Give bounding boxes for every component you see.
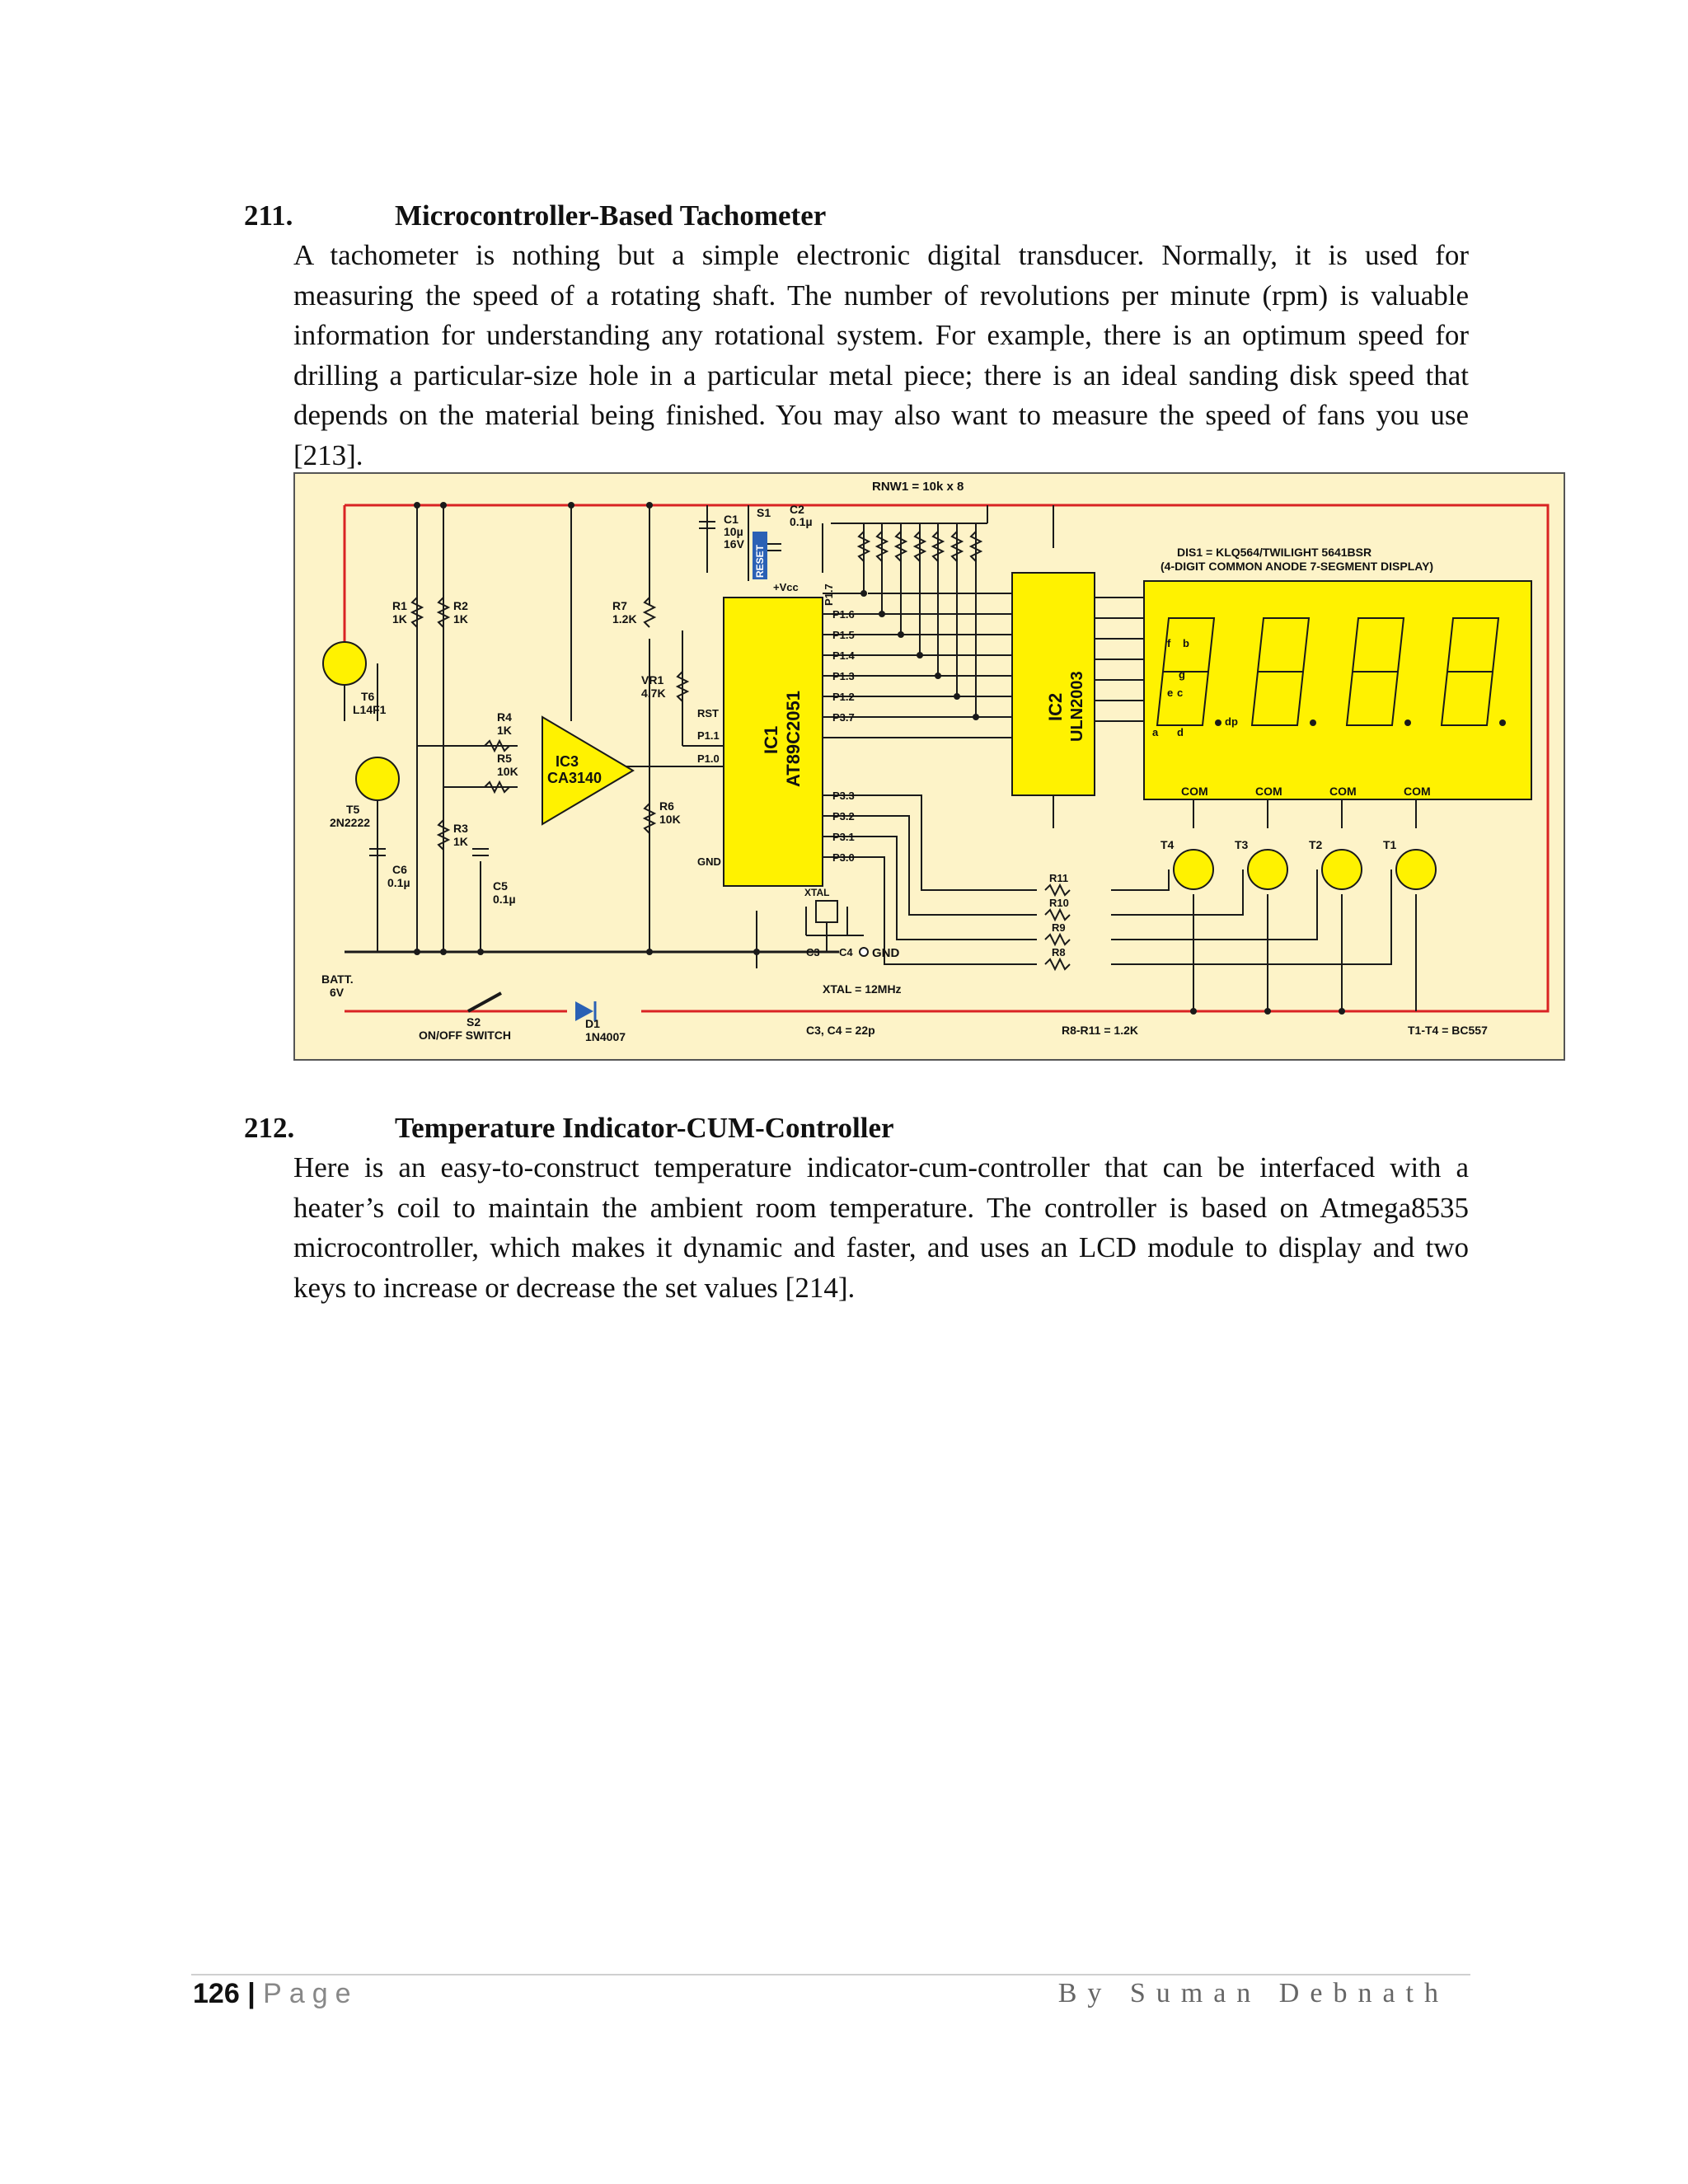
ic1-pin-label: P3.7 xyxy=(832,711,855,724)
ic1-pin-label: P3.3 xyxy=(832,790,855,802)
c1-value-1: 10µ xyxy=(724,525,743,538)
ic1-pin-label: P1.4 xyxy=(832,649,855,662)
r7-label: R7 xyxy=(612,599,627,612)
r6-label: R6 xyxy=(659,799,674,813)
t6-phototransistor xyxy=(323,642,366,685)
t3-label: T3 xyxy=(1235,838,1249,851)
page-word: Page xyxy=(263,1978,359,2009)
vr1-label: VR1 xyxy=(641,673,664,687)
section-title: Temperature Indicator-CUM-Controller xyxy=(395,1112,894,1144)
section-paragraph-211 xyxy=(293,236,1469,476)
seg-letter: f xyxy=(1167,637,1171,649)
com-label: COM xyxy=(1181,785,1208,798)
section-heading-211 xyxy=(244,198,826,234)
t6-part: L14F1 xyxy=(353,703,387,716)
c1-value-2: 16V xyxy=(724,537,744,551)
ic3-name: IC3 xyxy=(556,753,579,770)
section-title: Microcontroller-Based Tachometer xyxy=(395,199,827,232)
r8-r11-note: R8-R11 = 1.2K xyxy=(1062,1024,1138,1037)
dis1-desc: (4-DIGIT COMMON ANODE 7-SEGMENT DISPLAY) xyxy=(1160,560,1434,573)
t4-label: T4 xyxy=(1160,838,1175,851)
ic1-pin-label: P3.2 xyxy=(832,810,855,823)
paragraph-line: heater’s coil to maintain the ambient room temperature. The controller is based on Atmega8535 xyxy=(293,1191,1469,1224)
c3-c4-note: C3, C4 = 22p xyxy=(806,1024,875,1037)
d1-part: 1N4007 xyxy=(585,1030,626,1043)
crystal xyxy=(816,901,837,922)
ic1-pin-label: P1.3 xyxy=(832,670,855,682)
t6-label: T6 xyxy=(361,690,375,703)
page-separator: | xyxy=(247,1978,256,2009)
c5-value: 0.1µ xyxy=(493,893,516,906)
paragraph-line: [213]. xyxy=(293,438,363,471)
r2-label: R2 xyxy=(453,599,468,612)
c5-label: C5 xyxy=(493,879,508,893)
ic3-part: CA3140 xyxy=(547,770,603,786)
ic1-part: AT89C2051 xyxy=(783,691,804,787)
r2-value: 1K xyxy=(453,612,468,626)
r3-label: R3 xyxy=(453,822,468,835)
section-paragraph-212 xyxy=(293,1148,1469,1308)
vcc-label: +Vcc xyxy=(773,581,799,593)
t1-label: T1 xyxy=(1383,838,1397,851)
com-label: COM xyxy=(1255,785,1282,798)
ic2-name: IC2 xyxy=(1045,692,1066,721)
paragraph-line: measuring the speed of a rotating shaft. The number of revolutions per minute (rpm) is valuable xyxy=(293,279,1469,312)
gnd-terminal xyxy=(860,948,868,956)
r11-label: R11 xyxy=(1049,872,1069,884)
pnp-transistors xyxy=(1174,850,1436,889)
seg-letter: dp xyxy=(1225,715,1238,728)
r9-label: R9 xyxy=(1052,921,1066,934)
ic1-pin-label: P1.5 xyxy=(832,629,855,641)
r6-value: 10K xyxy=(659,813,681,826)
seg-letter: b xyxy=(1183,637,1189,649)
section-number: 211. xyxy=(244,199,293,232)
page-author: By Suman Debnath xyxy=(1057,1978,1449,2008)
r1-label: R1 xyxy=(392,599,407,612)
c6-value: 0.1µ xyxy=(387,876,410,889)
s2-desc: ON/OFF SWITCH xyxy=(419,1029,511,1042)
paragraph-line: A tachometer is nothing but a simple electronic digital transducer. Normally, it is used for xyxy=(293,239,1469,271)
ic1-pin-label: P3.1 xyxy=(832,831,855,843)
ic1-rst-label: RST xyxy=(697,707,719,719)
ic1-pin-label: P1.1 xyxy=(697,729,720,742)
paragraph-line: depends on the material being finished. You may also want to measure the speed of fans you use xyxy=(293,399,1469,431)
ic1-pin-label: P1.6 xyxy=(832,608,855,621)
paragraph-line: drilling a particular-size hole in a particular metal piece; there is an ideal sanding disk speed that xyxy=(293,359,1469,391)
tachometer-circuit-diagram xyxy=(293,472,1565,1061)
r7-value: 1.2K xyxy=(612,612,637,626)
xtal-note: XTAL = 12MHz xyxy=(823,982,902,996)
t5-transistor xyxy=(356,757,399,800)
c1-label: C1 xyxy=(724,513,738,526)
footer-divider xyxy=(191,1974,1470,1975)
reset-label: RESET xyxy=(754,544,766,578)
t5-part: 2N2222 xyxy=(330,816,371,829)
r5-label: R5 xyxy=(497,752,512,765)
t1-t4-note: T1-T4 = BC557 xyxy=(1408,1024,1488,1037)
t5-label: T5 xyxy=(346,803,360,816)
gnd-label: GND xyxy=(872,946,900,960)
r8-label: R8 xyxy=(1052,946,1066,958)
seg-letter: e xyxy=(1167,687,1174,699)
xtal-label: XTAL xyxy=(804,887,830,898)
s1-label: S1 xyxy=(757,506,771,519)
batt-value: 6V xyxy=(330,986,345,999)
page-number: 126 xyxy=(193,1978,240,2009)
ic1-name: IC1 xyxy=(761,725,781,754)
c6-label: C6 xyxy=(392,863,407,876)
seven-segment-display xyxy=(1144,581,1531,799)
rnw-label: RNW1 = 10k x 8 xyxy=(872,480,964,494)
r5-value: 10K xyxy=(497,765,518,778)
ic1-pin-label: P1.0 xyxy=(697,752,720,765)
ic1-gnd-label: GND xyxy=(697,855,721,868)
section-number: 212. xyxy=(244,1112,295,1144)
circuit-svg xyxy=(295,474,1564,1059)
ic2-part: ULN2003 xyxy=(1068,671,1086,742)
r1-value: 1K xyxy=(392,612,407,626)
batt-label: BATT. xyxy=(321,972,354,986)
seg-letter: c xyxy=(1177,687,1184,699)
r4-label: R4 xyxy=(497,710,512,724)
c2-label: C2 xyxy=(790,503,804,516)
r10-label: R10 xyxy=(1049,897,1069,909)
dis1-label: DIS1 = KLQ564/TWILIGHT 5641BSR xyxy=(1177,546,1372,559)
d1-label: D1 xyxy=(585,1017,600,1030)
seg-letter: g xyxy=(1179,668,1185,681)
s2-switch xyxy=(468,993,501,1011)
paragraph-line: information for understanding any rotational system. For example, there is an optimum speed for xyxy=(293,319,1469,351)
seg-letter: a xyxy=(1152,726,1159,738)
c4-label: C4 xyxy=(839,946,853,958)
com-label: COM xyxy=(1329,785,1357,798)
paragraph-line: Here is an easy-to-construct temperature indicator-cum-controller that can be interfaced with a xyxy=(293,1151,1469,1183)
paragraph-line: keys to increase or decrease the set values [214]. xyxy=(293,1271,856,1304)
com-label: COM xyxy=(1404,785,1431,798)
page-footer-left xyxy=(193,1978,359,2010)
seg-letter: d xyxy=(1177,726,1184,738)
c3-label: C3 xyxy=(806,946,820,958)
r4-value: 1K xyxy=(497,724,512,737)
ic1-pin-label: P1.2 xyxy=(832,691,855,703)
t2-label: T2 xyxy=(1309,838,1323,851)
c2-value: 0.1µ xyxy=(790,515,813,528)
ic1-pin-label: P1.7 xyxy=(823,583,835,606)
paragraph-line: microcontroller, which makes it dynamic and faster, and uses an LCD module to display and two xyxy=(293,1231,1469,1263)
vr1-value: 4.7K xyxy=(641,687,666,700)
ic1-pin-label: P3.0 xyxy=(832,851,855,864)
s2-label: S2 xyxy=(467,1015,481,1029)
r3-value: 1K xyxy=(453,835,468,848)
section-heading-212 xyxy=(244,1110,894,1146)
